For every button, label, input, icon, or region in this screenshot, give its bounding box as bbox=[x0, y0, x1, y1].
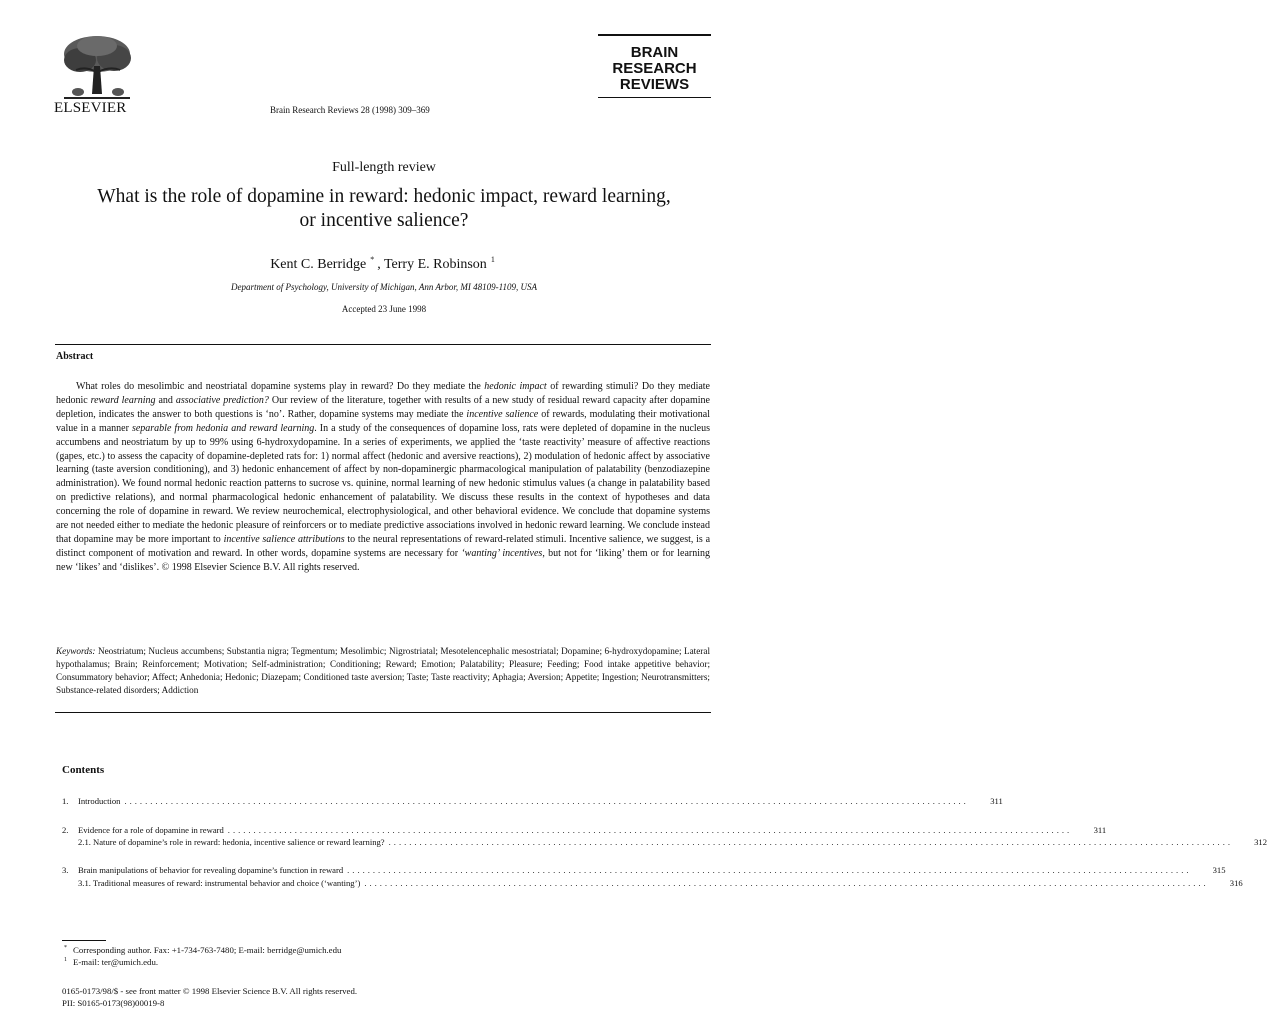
keywords-label: Keywords: bbox=[56, 646, 96, 656]
footnote-text: E-mail: ter@umich.edu. bbox=[73, 957, 159, 967]
abstract-emphasis: incentive salience attributions bbox=[223, 533, 345, 545]
journal-brand bbox=[598, 34, 711, 98]
abstract-emphasis: separable from hedonia and reward learning bbox=[131, 422, 315, 434]
footnote-text: Corresponding author. Fax: +1-734-763-7480; E-mail: berridge@umich.edu bbox=[73, 945, 342, 955]
journal-reference: Brain Research Reviews 28 (1998) 309–369 bbox=[270, 105, 430, 115]
elsevier-tree-logo bbox=[58, 32, 136, 102]
toc-label: Evidence for a role of dopamine in reward bbox=[78, 825, 224, 835]
toc-number: 1. bbox=[62, 796, 69, 806]
footnote-mark: 1 bbox=[64, 957, 67, 963]
brand-title bbox=[598, 36, 711, 93]
abstract-emphasis: incentive salience bbox=[466, 408, 539, 420]
toc-leader: .................................................................................................................................................................... bbox=[227, 825, 1073, 835]
toc-leader: .................................................................................................................................................................... bbox=[388, 837, 1233, 847]
abstract-text: . In a study of the consequences of dopamine loss, rats were depleted of dopamine in the nucleus accumbens and neostriatum by up to 99% using 6-hydroxydopamine. In a series of experiments, we applied the ‘taste reactivity’ measure of affective reactions (gapes, etc.) to assess the capacity of dopamine-depleted rats for: 1) normal affect (hedonic and aversive reactions), 2) modulation of hedonic affect by associative learning (taste aversion conditioning), and 3) hedonic enhancement of affect by non-dopaminergic pharmacological manipulation of palatability (benzodiazepine administration). We found normal hedonic reaction patterns to sucrose vs. quinine, normal learning of new hedonic stimulus values (a change in palatability based on predictive relations), and normal pharmacological hedonic enhancement of palatability. We discuss these results in the context of hypotheses and data concerning the role of dopamine in reward. We review neurochemical, electrophysiological, and other behavioral evidence. We conclude that dopamine systems are not needed either to mediate the hedonic pleasure of reinforcers or to mediate predictive associations involved in hedonic reward learning. We conclude instead that dopamine may be more important to bbox=[56, 422, 710, 545]
toc-leader: .................................................................................................................................................................... bbox=[364, 878, 1209, 888]
divider-bottom bbox=[55, 712, 711, 713]
brand-line: BRAIN bbox=[630, 44, 679, 61]
brand-line: RESEARCH bbox=[612, 60, 697, 77]
copyright-line: 0165-0173/98/$ - see front matter © 1998 Elsevier Science B.V. All rights reserved. bbox=[62, 986, 358, 996]
toc-label: 2.1. Nature of dopamine’s role in reward: hedonia, incentive salience or reward learning? bbox=[78, 837, 385, 847]
abstract-emphasis: reward learning bbox=[90, 394, 156, 406]
brand-line: REVIEWS bbox=[619, 76, 690, 93]
abstract-text: What roles do mesolimbic and neostriatal dopamine systems play in reward? Do they mediate the bbox=[76, 381, 485, 392]
affiliation: Department of Psychology, University of Michigan, Ann Arbor, MI 48109-1109, USA bbox=[231, 282, 537, 292]
author-footnote-mark: 1 bbox=[490, 255, 495, 264]
abstract-text: of rewarding stimuli? Do they mediate hedonic bbox=[56, 381, 710, 406]
section-type: Full-length review bbox=[332, 160, 436, 175]
contents-heading: Contents bbox=[62, 764, 105, 776]
toc-label: Introduction bbox=[78, 796, 121, 806]
accepted-date: Accepted 23 June 1998 bbox=[341, 304, 427, 314]
abstract-text: Our review of the literature, together with results of a new study of residual reward capacity after dopamine depletion, indicates the answer to both questions is ‘no’. Rather, dopamine systems may mediate the bbox=[56, 394, 710, 420]
toc-entry[interactable] bbox=[62, 877, 1243, 889]
toc-number: 3. bbox=[62, 865, 69, 875]
publisher-name: ELSEVIER bbox=[54, 100, 127, 116]
abstract-text: and bbox=[155, 394, 176, 406]
author-line bbox=[0, 255, 768, 273]
brand-rule-bottom bbox=[598, 97, 711, 98]
abstract-text: to the neural representations of reward-related stimuli. Incentive salience, we suggest, is a distinct component of motivation and reward. In other words, dopamine systems are necessary for bbox=[56, 533, 711, 559]
abstract-emphasis: hedonic impact bbox=[484, 381, 547, 392]
footnote-mark: * bbox=[64, 945, 67, 951]
abstract-heading: Abstract bbox=[56, 351, 94, 362]
keywords-text: Neostriatum; Nucleus accumbens; Substantia nigra; Tegmentum; Mesolimbic; Nigrostriatal; Mesotelencephalic mesostriatal; Dopamine; 6-hydroxydopamine; Lateral hypothalamus; Brain; Reinforcement; Motivation; Self-administration; Conditioning; Reward; Emotion; Palatability; Pleasure; Feeding; Food intake appetitive behavior; Consummatory behavior; Affect; Anhedonia; Hedonic; Diazepam; Conditioned taste aversion; Taste; Taste reactivity; Aphagia; Aversion; Appetite; Ingestion; Neurotransmitters; Substance-related disorders; Addiction bbox=[56, 646, 710, 695]
author-footnote-mark: * bbox=[370, 255, 375, 264]
abstract-emphasis: associative prediction? bbox=[175, 394, 269, 406]
abstract-text: of rewards, modulating their motivational value in a manner bbox=[56, 408, 710, 434]
toc-entry[interactable] bbox=[62, 836, 1267, 848]
toc-page: 315 bbox=[1212, 865, 1226, 875]
author-name: , Terry E. Robinson bbox=[377, 257, 487, 272]
toc-number: 2. bbox=[62, 825, 69, 835]
toc-page: 316 bbox=[1229, 878, 1243, 888]
keywords bbox=[56, 645, 710, 697]
abstract-text: , but not for ‘liking’ them or for learning new ‘likes’ and ‘dislikes’. © 1998 Elsevier Science B.V. All rights reserved. bbox=[56, 547, 710, 573]
toc-leader: .................................................................................................................................................................... bbox=[347, 865, 1192, 875]
footnote bbox=[64, 955, 158, 968]
abstract-emphasis: ‘wanting’ incentives bbox=[461, 547, 543, 559]
abstract-body bbox=[56, 380, 710, 575]
toc-label: Brain manipulations of behavior for revealing dopamine’s function in reward bbox=[78, 865, 344, 875]
toc-label: 3.1. Traditional measures of reward: instrumental behavior and choice (‘wanting’) bbox=[78, 878, 361, 888]
pii-line: PII: S0165-0173(98)00019-8 bbox=[62, 998, 165, 1008]
toc-page: 312 bbox=[1254, 837, 1267, 847]
author-name: Kent C. Berridge bbox=[270, 257, 367, 272]
toc-leader: .................................................................................................................................................................... bbox=[124, 796, 969, 806]
toc-page: 311 bbox=[1093, 825, 1107, 835]
toc-entry[interactable] bbox=[62, 795, 1003, 807]
divider-top bbox=[55, 344, 711, 345]
toc-entry[interactable] bbox=[62, 864, 1226, 876]
footnote-rule bbox=[62, 940, 106, 941]
toc-page: 311 bbox=[990, 796, 1003, 806]
article-title: What is the role of dopamine in reward: hedonic impact, reward learning, or incentive salience? bbox=[97, 186, 671, 231]
toc-entry[interactable] bbox=[62, 824, 1107, 836]
